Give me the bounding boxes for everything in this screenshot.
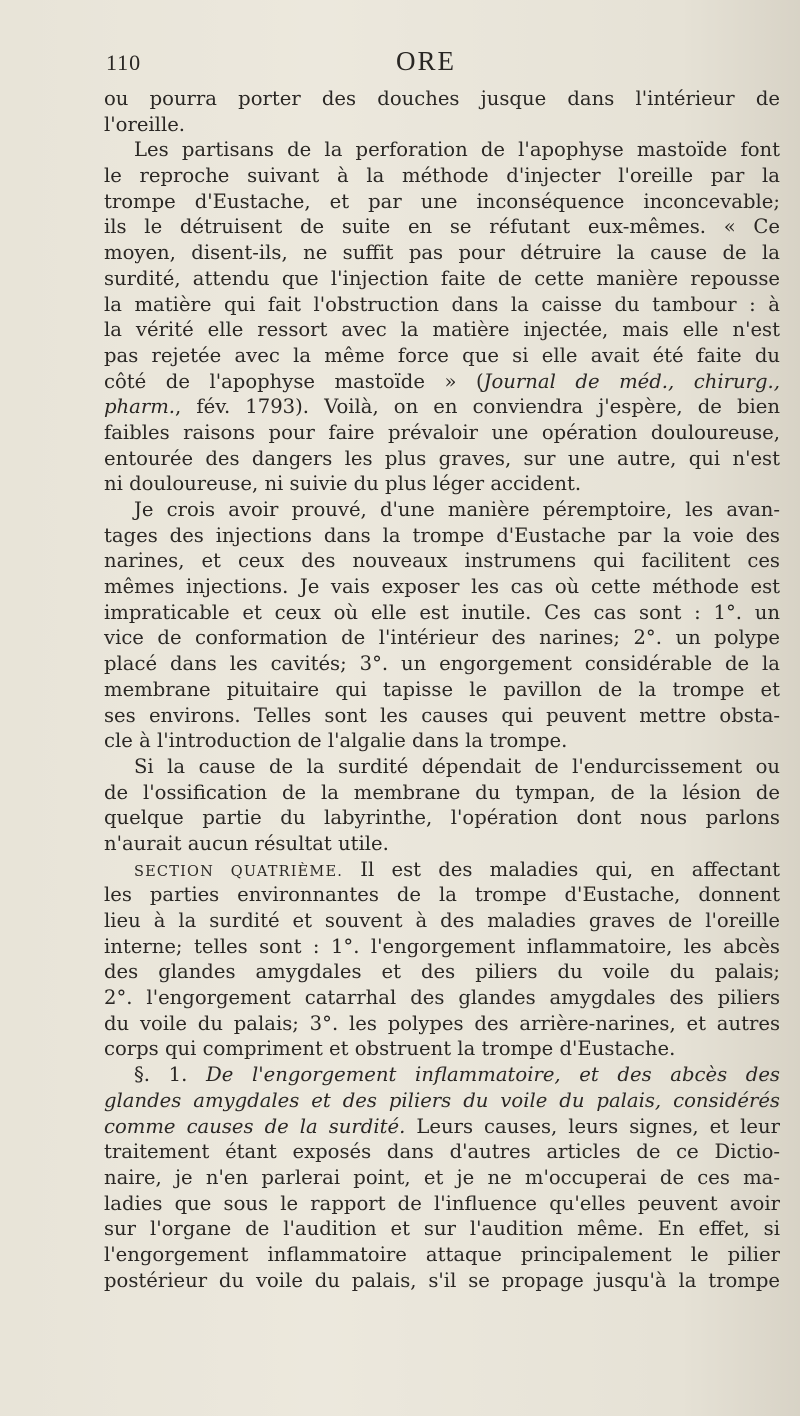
italic-text: Journal de méd., chirurg., bbox=[483, 369, 780, 393]
line-text: ils le détruisent de suite en se réfutant eux-mêmes. « Ce bbox=[104, 215, 780, 239]
text-line bbox=[104, 805, 780, 831]
text-line bbox=[104, 240, 780, 266]
text-line bbox=[104, 446, 780, 472]
line-text: la matière qui fait l'obstruction dans la caisse du tambour : à bbox=[104, 292, 780, 316]
italic-text: glandes amygdales et des piliers du voile du palais, considérés bbox=[104, 1088, 780, 1112]
text-line bbox=[104, 780, 780, 806]
line-text: côté de l'apophyse mastoïde » ( bbox=[104, 369, 484, 393]
text-line bbox=[104, 882, 780, 908]
line-text: surdité, attendu que l'injection faite de cette manière repousse bbox=[104, 266, 780, 290]
line-text: placé dans les cavités; 3°. un engorgement considérable de la bbox=[104, 652, 780, 676]
page-text bbox=[104, 44, 780, 1293]
text-line bbox=[104, 523, 780, 549]
text-line bbox=[104, 1268, 780, 1294]
line-text: tages des injections dans la trompe d'Eustache par la voie des bbox=[104, 523, 780, 547]
line-text: mêmes injections. Je vais exposer les cas où cette méthode est bbox=[104, 575, 780, 599]
line-text: l'engorgement inflammatoire attaque principalement le pilier bbox=[104, 1242, 780, 1266]
line-text: vice de conformation de l'intérieur des narines; 2°. un polype bbox=[104, 626, 780, 650]
text-line bbox=[104, 1036, 780, 1062]
text-line bbox=[104, 292, 780, 318]
line-text: ladies que sous le rapport de l'influence qu'elles peuvent avoir bbox=[104, 1191, 780, 1215]
line-text: ni douloureuse, ni suivie du plus léger accident. bbox=[104, 472, 582, 496]
text-line bbox=[104, 985, 780, 1011]
text-line bbox=[104, 317, 780, 343]
text-line bbox=[104, 1139, 780, 1165]
text-line bbox=[104, 420, 780, 446]
text-line bbox=[104, 1165, 780, 1191]
text-line bbox=[104, 1242, 780, 1268]
text-line bbox=[104, 908, 780, 934]
page-header bbox=[104, 44, 780, 86]
line-text: sur l'organe de l'audition et sur l'audition même. En effet, si bbox=[104, 1217, 780, 1241]
line-text: corps qui compriment et obstruent la trompe d'Eustache. bbox=[104, 1037, 676, 1061]
line-text: des glandes amygdales et des piliers du voile du palais; bbox=[104, 960, 780, 984]
text-line bbox=[104, 857, 780, 883]
line-text: cle à l'introduction de l'algalie dans la trompe. bbox=[104, 729, 568, 753]
text-line bbox=[104, 600, 780, 626]
line-text: Il est des maladies qui, en affectant bbox=[360, 857, 781, 881]
text-line bbox=[104, 625, 780, 651]
line-text: moyen, disent-ils, ne suffit pas pour détruire la cause de la bbox=[104, 241, 780, 265]
text-line bbox=[104, 189, 780, 215]
text-line bbox=[104, 1011, 780, 1037]
line-text: Je crois avoir prouvé, d'une manière péremptoire, les avan- bbox=[134, 498, 780, 521]
text-line bbox=[104, 1114, 780, 1140]
line-text: trompe d'Eustache, et par une inconséquence inconcevable; bbox=[104, 189, 780, 213]
line-text: pas rejetée avec la même force que si elle avait été faite du bbox=[104, 343, 780, 367]
line-text: l'oreille. bbox=[104, 112, 186, 136]
text-line bbox=[104, 728, 780, 754]
line-text: ou pourra porter des douches jusque dans l'intérieur de bbox=[104, 87, 780, 110]
text-line bbox=[104, 651, 780, 677]
body-text bbox=[104, 86, 780, 1293]
line-text: entourée des dangers les plus graves, sur une autre, qui n'est bbox=[104, 446, 780, 470]
line-text: ses environs. Telles sont les causes qui peuvent mettre obsta- bbox=[104, 703, 780, 727]
italic-text: comme causes de la surdité. bbox=[104, 1114, 406, 1138]
text-line bbox=[104, 86, 780, 112]
text-line bbox=[104, 703, 780, 729]
text-line bbox=[104, 959, 780, 985]
text-line bbox=[104, 1216, 780, 1242]
line-text: Les partisans de la perforation de l'apophyse mastoïde font bbox=[134, 138, 780, 162]
line-text: narines, et ceux des nouveaux instrumens qui facilitent ces bbox=[104, 549, 780, 573]
line-text: quelque partie du labyrinthe, l'opération dont nous parlons bbox=[104, 806, 780, 830]
line-text: n'aurait aucun résultat utile. bbox=[104, 831, 389, 855]
text-line bbox=[104, 831, 780, 857]
line-text: §. 1. bbox=[134, 1063, 207, 1087]
text-line bbox=[104, 343, 780, 369]
text-line bbox=[104, 266, 780, 292]
text-line bbox=[104, 934, 780, 960]
line-text: la vérité elle ressort avec la matière injectée, mais elle n'est bbox=[104, 318, 780, 342]
text-line bbox=[104, 137, 780, 163]
text-line bbox=[104, 112, 780, 138]
line-text: membrane pituitaire qui tapisse le pavillon de la trompe et bbox=[104, 677, 780, 701]
text-line bbox=[104, 214, 780, 240]
line-text: Si la cause de la surdité dépendait de l'endurcissement ou bbox=[134, 754, 780, 778]
text-line bbox=[104, 548, 780, 574]
text-line bbox=[104, 471, 780, 497]
text-line bbox=[104, 394, 780, 420]
line-text: Leurs causes, leurs signes, et leur bbox=[405, 1114, 780, 1138]
text-line bbox=[104, 677, 780, 703]
text-line bbox=[104, 1088, 780, 1114]
section-heading: SECTION QUATRIÈME. bbox=[134, 863, 344, 880]
text-line bbox=[104, 369, 780, 395]
line-text: les parties environnantes de la trompe d'Eustache, donnent bbox=[104, 883, 780, 907]
text-line bbox=[104, 163, 780, 189]
text-line bbox=[104, 574, 780, 600]
running-head: ORE bbox=[396, 46, 456, 76]
page-number: 110 bbox=[106, 50, 142, 75]
line-text: naire, je n'en parlerai point, et je ne m'occuperai de ces ma- bbox=[104, 1165, 780, 1189]
line-text: faibles raisons pour faire prévaloir une opération douloureuse, bbox=[104, 420, 780, 444]
line-text: du voile du palais; 3°. les polypes des arrière-narines, et autres bbox=[104, 1011, 780, 1035]
text-line bbox=[104, 754, 780, 780]
line-text: , fév. 1793). Voilà, on en conviendra j'espère, de bien bbox=[175, 395, 780, 419]
text-line bbox=[104, 497, 780, 523]
line-text: postérieur du voile du palais, s'il se propage jusqu'à la trompe bbox=[104, 1268, 780, 1292]
text-line bbox=[104, 1191, 780, 1217]
line-text: traitement étant exposés dans d'autres articles de ce Dictio- bbox=[104, 1140, 780, 1164]
line-text: 2°. l'engorgement catarrhal des glandes amygdales des piliers bbox=[104, 986, 780, 1010]
line-text: le reproche suivant à la méthode d'injecter l'oreille par la bbox=[104, 164, 780, 188]
line-text: impraticable et ceux où elle est inutile. Ces cas sont : 1°. un bbox=[104, 600, 780, 624]
text-line bbox=[104, 1062, 780, 1088]
line-text: interne; telles sont : 1°. l'engorgement inflammatoire, les abcès bbox=[104, 934, 780, 958]
italic-text: pharm. bbox=[104, 395, 176, 419]
line-text: lieu à la surdité et souvent à des maladies graves de l'oreille bbox=[104, 909, 780, 932]
line-text: de l'ossification de la membrane du tympan, de la lésion de bbox=[104, 780, 780, 804]
italic-text: De l'engorgement inflammatoire, et des abcès des bbox=[206, 1063, 780, 1087]
